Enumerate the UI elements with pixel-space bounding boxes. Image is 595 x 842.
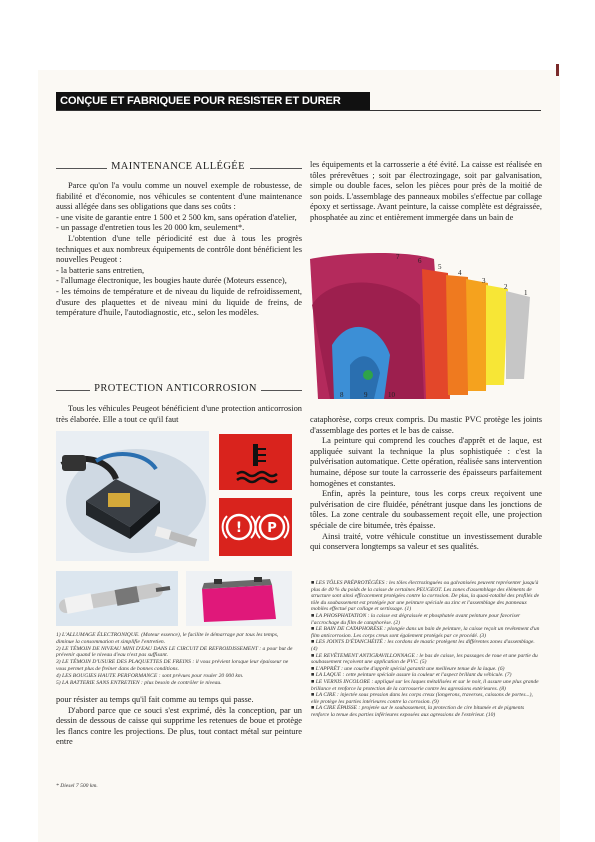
layer-number-1: 1 [524,289,528,297]
corner-mark [556,64,559,76]
right-mid-p2: La peinture qui comprend les couches d'apprêt et de laque, est appliquée suivant la technique la plus sophistiquée : c'est la pulvérisation automatique. Cette opération, réalisée sans intervention humaine, dépose sur toute la carrosserie des épaisseurs parfaitement homogènes et constantes. [310,436,542,488]
spark-plug-photo [56,571,178,626]
coolant-temperature-icon [219,434,292,490]
note-item: ■ LE VERNIS INCOLORE : appliqué sur les laques métallisées et sur le noir, il assure une plus grande brillance et renforce la protection de la carrosserie contre les agressions extérieures. (8) [311,678,539,692]
brake-warning-panel [219,498,292,556]
note-item: ■ LA PHOSPHATATION : la caisse est dégraissée et phosphatée avant peinture pour favoriser l'accrochage du film de cataphorèse. (2) [311,612,521,626]
bullet-ignition: - l'allumage électronique, les bougies haute durée (Moteurs essence), [56,276,287,286]
heading-rule-left-2 [56,390,90,391]
bullet-battery: - la batterie sans entretien, [56,265,145,275]
spark-plug-icon [56,571,178,626]
anticorrosion-intro [56,404,302,425]
anticorrosion-heading: PROTECTION ANTICORROSION [94,383,257,394]
right-top-p1: les équipements et la carrosserie a été évité. La caisse est réalisée en tôles prérevêtues ; soit par électrozingage, soit par galvanisation, simple ou double faces, selon les pièces pour près de la moitié de son poids. L'assemblage des panneaux mobiles s'effectue par collage époxy et sertissage. Avant peinture, la caisse complète est dégraissée, phosphatée au zinc et entièrement immergée dans un bain de [310,160,542,222]
ignition-module-illustration [56,431,209,561]
caption-5: 5) LA BATTERIE SANS ENTRETIEN : plus besoin de contrôler le niveau. [56,679,222,686]
banner-rule [56,110,541,111]
paint-layers-diagram [310,245,538,405]
footnote: * Diesel 7 500 km. [56,783,98,789]
caption-4: 4) LES BOUGIES HAUTE PERFORMANCE : sont prévues pour rouler 20 000 km. [56,672,244,679]
svg-text:!: ! [235,520,243,536]
left-bottom-body [56,695,302,748]
svg-text:P: P [267,521,277,536]
layer-number-9: 9 [364,391,368,399]
note-item: ■ LES JOINTS D'ÉTANCHÉITÉ : les cordons de mastic protègent les différentes zones d'assemblage. (4) [311,639,535,652]
note-item: ■ L'APPRÊT : une couche d'apprêt spécial garantit une meilleure tenue de la laque. (6) [311,665,505,672]
note-item: ■ LA CIRE : injectée sous pression dans les corps creux (longerons, traverses, caissons de portes...), elle protège les parties intérieures contre la corrosion. (9) [311,692,533,705]
right-top-body [310,160,542,224]
caption-2: 2) LE TÉMOIN DE NIVEAU MINI D'EAU DANS LE CIRCUIT DE REFROIDISSEMENT : a pour but de prévenir quand le niveau d'eau n'est pas suffisant. [56,645,293,659]
heading-rule-right [250,168,302,169]
battery-icon [186,571,292,626]
bullet-visit: - une visite de garantie entre 1 500 et 2 500 km, sans opération d'atelier, [56,212,297,222]
photo-captions [56,632,296,686]
note-item: ■ LA CIRE ÉPAISSE : projetée sur le soubassement, la protection de cire bitumée et de pigments renforce la tenue des parties inférieures exposées aux agressions de l'extérieur. (10) [311,705,525,718]
caption-3: 3) LE TÉMOIN D'USURE DES PLAQUETTES DE FREINS : il vous prévient lorsque leur épaisseur ne vous permet plus de freiner dans de bonnes conditions. [56,659,289,672]
layer-number-10: 10 [388,391,395,399]
layer-number-5: 5 [438,263,442,271]
right-mid-p4: Ainsi traité, votre véhicule constitue un investissement durable qui conservera longtemps sa valeur et ses qualités. [310,531,542,552]
layer-number-8: 8 [340,391,344,399]
bullet-indicators: - les témoins de température et de niveau du liquide de refroidissement, d'usure des plaquettes et de niveau mini du liquide de freins, de température d'huile, l'autodiagnostic, etc., selon les modèles. [56,286,302,318]
anticorrosion-text: Tous les véhicules Peugeot bénéficient d'une protection anticorrosion très élaborée. Elle a tout ce qu'il faut [56,404,302,424]
maintenance-heading: MAINTENANCE ALLÉGÉE [111,161,245,172]
caption-1: 1) L'ALLUMAGE ÉLECTRONIQUE. (Moteur essence), le facilite le démarrage par tous les temps, diminue la consommation et simplifie l'entretien. [56,632,279,645]
heading-rule-right-2 [261,390,302,391]
note-item: ■ LES TÔLES PRÉPROTÉGÉES : les tôles électrozinguées ou galvanisées peuvent représenter jusqu'à plus de 40 % du poids de la caisse de certaines PEUGEOT. Les zones d'assemblage des éléments de structure sont ainsi efficacement protégées contre la corrosion. De plus, la quasi-totalité des profilés de tôle du soubassement est protégée par une peinture spéciale au zinc et l'assemblage des panneaux mobiles effectué par collage et sertissage. (1) [311,580,540,613]
right-mid-body [310,415,542,553]
note-item: ■ LE BAIN DE CATAPHORÈSE : plongée dans un bain de peinture, la caisse reçoit un revêtement d'un film anticorrosion. Les corps creux sont également protégés par ce procédé. (3) [311,626,540,639]
maintenance-intro: Parce qu'on l'a voulu comme un nouvel exemple de robustesse, de fiabilité et d'économie, nos véhicules se contentent d'une maintenance aussi allégée dans ses obligations que dans ses coûts : [56,181,302,212]
car-panel-layers-illustration [310,245,538,405]
layer-number-3: 3 [482,277,486,285]
layer-number-2: 2 [504,283,508,291]
bullet-service: - un passage d'entretien tous les 20 000 km, seulement*. [56,223,245,233]
right-mid-p1: cataphorèse, corps creux compris. Du mastic PVC protège les joints d'assemblage des portes et le bas de caisse. [310,415,542,435]
layer-number-7: 7 [396,253,400,261]
left-bottom-p1: pour résister au temps qu'il fait comme au temps qui passe. [56,695,254,704]
coolant-warning-panel [219,434,292,490]
maintenance-progress: L'obtention d'une telle périodicité est due à tous les progrès techniques et aux nombreux équipements de contrôle dont bénéficient les nouvelles Peugeot : [56,233,302,265]
brake-warning-icon [219,498,292,556]
note-item: ■ LE REVÊTEMENT ANTIGRAVILLONNAGE : le bas de caisse, les passages de roue et une partie du soubassement reçoivent une application de PVC. (5) [311,652,538,666]
note-item: ■ LA LAQUE : cette peinture spéciale assure la couleur et l'aspect brillant du véhicule. (7) [311,672,512,679]
process-notes [311,580,541,718]
layer-number-4: 4 [458,269,462,277]
layer-number-6: 6 [418,257,422,265]
left-bottom-p2: D'abord parce que ce souci s'est exprimé, dès la conception, par un dessin de dessous de caisse qui supprime les retenues de boue et protège les flancs contre les projections. De plus, tout contact métal sur peinture entre [56,705,302,747]
maintenance-body [56,181,302,319]
ignition-photo [56,431,209,561]
heading-rule-left [56,168,107,169]
page-banner: CONÇUE ET FABRIQUEE POUR RESISTER ET DURER [56,92,370,110]
right-mid-p3: Enfin, après la peinture, tous les corps creux reçoivent une pulvérisation de cire fluidée, pénétrant jusque dans les jonctions de tôles. La zone centrale du soubassement reçoit elle, une projection spéciale de cire bitumée, très épaisse. [310,489,542,530]
battery-photo [186,571,292,626]
